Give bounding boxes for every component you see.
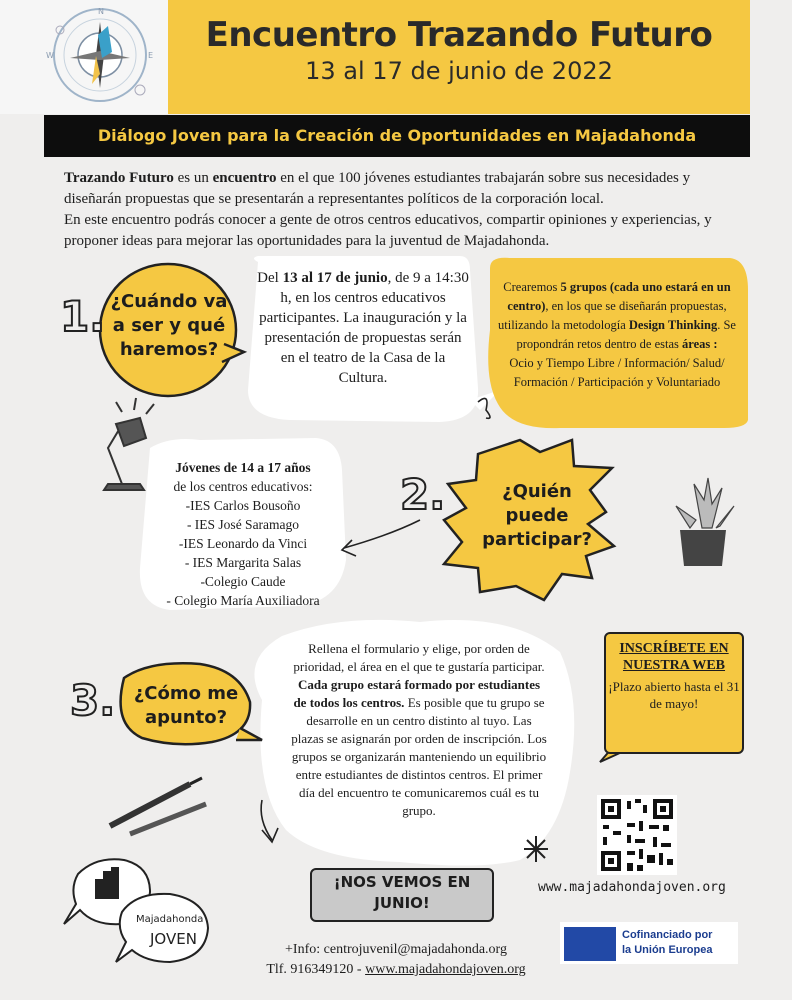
school-item: - Colegio María Auxiliadora [166, 593, 320, 608]
main-date: 13 al 17 de junio de 2022 [305, 57, 613, 85]
eu-funding-text [622, 928, 712, 958]
how-text [290, 640, 548, 820]
register-deadline: ¡Plazo abierto hasta el 31 de mayo! [608, 679, 740, 711]
school-item: -IES Leonardo da Vinci [178, 536, 308, 551]
groups-bold-1: 5 grupos (cada uno estará en un centro) [507, 280, 731, 313]
compass-icon [0, 0, 168, 114]
who-text [150, 458, 336, 610]
groups-text [494, 278, 740, 392]
groups-mid-2: . Se propondrán retos dentro de estas [516, 318, 736, 351]
potted-plant-icon [676, 478, 734, 566]
who-intro: de los centros educativos: [173, 479, 313, 494]
when-pre: Del [257, 270, 283, 286]
pens-icon [110, 778, 206, 834]
svg-text:N: N [98, 7, 104, 16]
groups-mid: , en los que se diseñarán propuestas, utilizando la metodología [498, 299, 727, 332]
eu-line-2: la Unión Europea [622, 944, 713, 956]
how-bold: Cada grupo estará formado por estudiantes de todos los centros. [293, 677, 541, 710]
step-number-3: 3. [70, 676, 116, 725]
svg-text:E: E [148, 51, 154, 60]
how-text-1: Rellena el formulario y elige, por orden de prioridad, el área en el que te gustaría participar. [293, 641, 545, 674]
groups-pre: Crearemos [503, 280, 561, 294]
majadahonda-joven-logo [64, 859, 208, 962]
website-link[interactable]: www.majadahondajoven.org [538, 880, 726, 895]
register-box[interactable] [604, 632, 744, 754]
groups-areas: Ocio y Tiempo Libre / Información/ Salud/ Formación / Participación y Voluntariado [509, 356, 725, 389]
svg-text:W: W [46, 51, 54, 60]
eu-flag-icon [564, 927, 616, 961]
qr-code-icon [597, 795, 677, 875]
eu-line-1: Cofinanciado por [622, 929, 713, 941]
intro-paragraph [64, 168, 736, 252]
when-details: , de 9 a 14:30 h, en los centros educativos participantes. La inauguración y la presentación de propuestas serán en el teatro de la Casa de la Cultura. [259, 270, 469, 386]
question-when: ¿Cuándo va a ser y qué haremos? [110, 291, 228, 360]
contact-phone: Tlf. 916349120 - [266, 962, 366, 977]
question-who: ¿Quién puede participar? [482, 481, 592, 550]
who-age: Jóvenes de 14 a 17 años [175, 460, 311, 475]
contact-email[interactable]: +Info: centrojuvenil@majadahonda.org [285, 942, 507, 957]
how-text-2: Es posible que tu grupo se desarrolle en un centro distinto al tuyo. Las plazas se asignarán por orden de inscripción. Los grupos se organizarán manteniendo un equilibrio entre estudiantes de distintos centros. El primer día del encuentro te comunicaremos cuál es tu grupo. [291, 695, 547, 818]
header-band [168, 0, 750, 114]
qr-code[interactable] [597, 795, 677, 875]
eu-funding-badge [560, 922, 738, 964]
intro-text-2: en el que 100 jóvenes estudiantes trabajarán sobre sus necesidades y diseñarán propuestas que se presentarán a representantes políticos de la corporación local. [64, 170, 691, 207]
register-title[interactable]: INSCRÍBETE EN NUESTRA WEB [619, 641, 729, 673]
desk-lamp-icon [104, 398, 154, 490]
see-you-banner: ¡NOS VEMOS EN JUNIO! [310, 868, 494, 922]
sparkle-icon [524, 836, 548, 862]
when-text [256, 268, 470, 388]
school-item: -IES Carlos Bousoño [185, 498, 301, 513]
main-title: Encuentro Trazando Futuro [205, 15, 713, 55]
question-how: ¿Cómo me apunto? [133, 683, 239, 728]
intro-bold-2: encuentro [212, 170, 277, 186]
step-number-1: 1. [60, 292, 106, 341]
school-item: -Colegio Caude [200, 574, 286, 589]
intro-text-3: En este encuentro podrás conocer a gente de otros centros educativos, compartir opiniones y experiencias, y proponer ideas para mejorar las oportunidades para la juventud de Majadahonda. [64, 212, 712, 249]
svg-text:Majadahonda: Majadahonda [136, 914, 204, 925]
subtitle-bar: Diálogo Joven para la Creación de Oportunidades en Majadahonda [44, 115, 750, 157]
groups-areas-label: áreas : [682, 337, 718, 351]
groups-method: Design Thinking [628, 318, 718, 332]
school-item: - IES Margarita Salas [184, 555, 302, 570]
intro-bold-1: Trazando Futuro [64, 170, 174, 186]
contact-info [236, 940, 556, 980]
contact-web-link[interactable]: www.majadahondajoven.org [365, 962, 526, 977]
step-number-2: 2. [400, 470, 446, 519]
school-item: - IES José Saramago [186, 517, 300, 532]
when-dates: 13 al 17 de junio [282, 270, 388, 286]
svg-text:JOVEN: JOVEN [150, 930, 197, 948]
intro-text-1: es un [173, 170, 213, 186]
contact-phone-line [236, 960, 556, 980]
